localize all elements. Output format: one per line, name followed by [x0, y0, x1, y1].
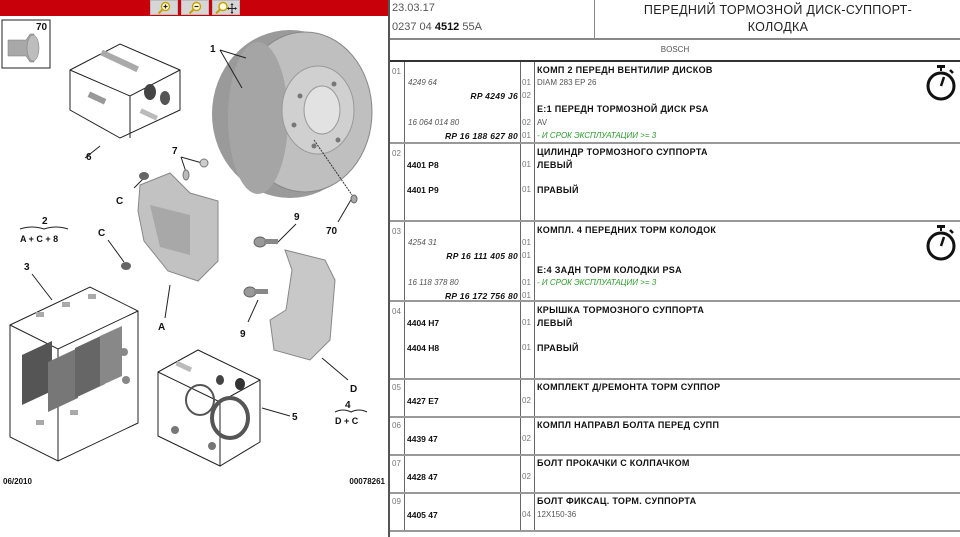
- description: ЛЕВЫЙ: [537, 160, 573, 170]
- diagram-number: 00078261: [349, 477, 385, 486]
- parts-list-panel: [390, 0, 960, 537]
- quantity: 01: [522, 78, 531, 87]
- header-date: 23.03.17: [392, 2, 435, 14]
- quantity-cell: [521, 494, 535, 530]
- row-number-cell: [390, 144, 405, 220]
- description: КОМП 2 ПЕРЕДН ВЕНТИЛИР ДИСКОВ: [537, 65, 713, 75]
- description-note: DIAM 283 EP 26: [537, 78, 597, 87]
- row-number-cell: [390, 494, 405, 530]
- row-number-cell: [390, 456, 405, 492]
- quantity: 01: [522, 343, 531, 352]
- brake-pads-box[interactable]: [10, 287, 138, 461]
- table-row[interactable]: [390, 494, 960, 532]
- quantity: 01: [522, 318, 531, 327]
- row-number-cell: [390, 222, 405, 300]
- quantity: 04: [522, 510, 531, 519]
- brake-caliper[interactable]: [138, 173, 218, 281]
- quantity: 02: [522, 118, 531, 127]
- description: ПРАВЫЙ: [537, 185, 579, 195]
- caliper-carrier[interactable]: [270, 250, 335, 360]
- code-prefix: 0237 04: [392, 21, 435, 33]
- quantity-cell: [521, 222, 535, 300]
- diagram-toolbar: [0, 0, 388, 16]
- title-line-2: КОЛОДКА: [747, 20, 809, 34]
- table-row[interactable]: [390, 62, 960, 144]
- row-number: 05: [392, 383, 401, 392]
- part-reference[interactable]: 4404 H8: [407, 343, 440, 353]
- part-reference[interactable]: RP 4249 J6: [470, 91, 518, 101]
- part-reference[interactable]: 16 118 378 80: [408, 278, 459, 287]
- description-cell: [535, 418, 960, 454]
- seal-kit-box[interactable]: [158, 350, 260, 466]
- part-reference[interactable]: RP 16 111 405 80: [446, 251, 518, 261]
- reference-cell: [405, 494, 521, 530]
- code-suffix: 55A: [459, 21, 482, 33]
- quantity: 02: [522, 434, 531, 443]
- exploded-parts-diagram: [0, 16, 388, 537]
- svg-text:C: C: [116, 196, 124, 207]
- inset-screw-70[interactable]: [2, 20, 50, 68]
- code-bold: 4512: [434, 21, 460, 33]
- part-reference[interactable]: 4249 64: [408, 78, 437, 87]
- description: ПРАВЫЙ: [537, 343, 579, 353]
- reference-cell: [405, 418, 521, 454]
- svg-text:5: 5: [292, 412, 298, 423]
- diagram-date: 06/2010: [3, 477, 32, 486]
- svg-text:A: A: [158, 322, 166, 333]
- part-reference[interactable]: 4401 P8: [407, 160, 439, 170]
- magnifier-minus-icon: [187, 1, 203, 15]
- table-row[interactable]: [390, 380, 960, 418]
- quantity: 01: [522, 160, 531, 169]
- quantity: 02: [522, 472, 531, 481]
- description: ЦИЛИНДР ТОРМОЗНОГО СУППОРТА: [537, 147, 708, 157]
- row-number: 07: [392, 459, 401, 468]
- reference-cell: [405, 456, 521, 492]
- stopwatch-icon[interactable]: [924, 224, 958, 262]
- quantity-cell: [521, 418, 535, 454]
- row-number: 04: [392, 307, 401, 316]
- svg-text:9: 9: [240, 329, 246, 340]
- svg-text:D: D: [350, 384, 358, 395]
- description-cell: [535, 144, 960, 220]
- diagram-panel: [0, 0, 388, 537]
- svg-text:A + C + 8: A + C + 8: [20, 234, 59, 244]
- row-number-cell: [390, 380, 405, 416]
- table-row[interactable]: [390, 222, 960, 302]
- quantity: 01: [522, 291, 531, 300]
- svg-text:9: 9: [294, 212, 300, 223]
- description: КОМПЛ НАПРАВЛ БОЛТА ПЕРЕД СУПП: [537, 420, 720, 430]
- row-number: 01: [392, 67, 401, 76]
- part-reference[interactable]: 4404 H7: [407, 318, 440, 328]
- part-reference[interactable]: RP 16 172 756 80: [444, 291, 518, 301]
- description: КОМПЛЕКТ Д/РЕМОНТА ТОРМ СУППОР: [537, 382, 721, 392]
- table-row[interactable]: [390, 144, 960, 222]
- quantity: 01: [522, 238, 531, 247]
- svg-text:D + C: D + C: [335, 416, 359, 426]
- zoom-out-button[interactable]: [181, 0, 209, 15]
- part-reference[interactable]: 4254 31: [408, 238, 437, 247]
- quantity: 02: [522, 91, 531, 100]
- description-cell: [535, 302, 960, 378]
- svg-text:1: 1: [210, 44, 216, 55]
- svg-text:70: 70: [326, 226, 338, 237]
- guide-pin-kit-box[interactable]: [70, 44, 180, 138]
- row-number: 09: [392, 497, 401, 506]
- description: ЛЕВЫЙ: [537, 318, 573, 328]
- part-reference[interactable]: 4427 E7: [407, 396, 439, 406]
- description-cell: [535, 456, 960, 492]
- table-row[interactable]: [390, 418, 960, 456]
- reference-cell: [405, 62, 521, 142]
- description: E:4 ЗАДН ТОРМ КОЛОДКИ PSA: [537, 265, 682, 275]
- quantity-cell: [521, 456, 535, 492]
- svg-text:4: 4: [345, 400, 351, 411]
- part-reference[interactable]: 4439 47: [407, 434, 438, 444]
- svg-text:6: 6: [86, 152, 92, 163]
- part-reference[interactable]: 4405 47: [407, 510, 438, 520]
- quantity: 01: [522, 251, 531, 260]
- brand-label: BOSCH: [390, 40, 960, 62]
- header-code: [392, 21, 482, 33]
- reference-cell: [405, 302, 521, 378]
- reference-cell: [405, 380, 521, 416]
- reference-cell: [405, 144, 521, 220]
- description-cell: [535, 222, 960, 300]
- part-reference[interactable]: 4401 P9: [407, 185, 439, 195]
- quantity: 01: [522, 131, 531, 140]
- description: E:1 ПЕРЕДН ТОРМОЗНОЙ ДИСК PSA: [537, 104, 709, 114]
- header-info: [390, 0, 595, 40]
- quantity-cell: [521, 62, 535, 142]
- description: БОЛТ ФИКСАЦ. ТОРМ. СУППОРТА: [537, 496, 697, 506]
- description: БОЛТ ПРОКАЧКИ С КОЛПАЧКОМ: [537, 458, 690, 468]
- description-note: 12X150-36: [537, 510, 577, 519]
- description-cell: [535, 62, 960, 142]
- row-number: 03: [392, 227, 401, 236]
- svg-text:70: 70: [36, 22, 48, 33]
- svg-text:7: 7: [172, 146, 178, 157]
- page-title: [596, 0, 960, 40]
- table-row[interactable]: [390, 302, 960, 380]
- zoom-pan-button[interactable]: [212, 0, 240, 15]
- quantity-cell: [521, 144, 535, 220]
- row-number-cell: [390, 418, 405, 454]
- service-life-note: - И СРОК ЭКСПЛУАТАЦИИ >= 3: [537, 131, 657, 140]
- service-life-note: - И СРОК ЭКСПЛУАТАЦИИ >= 3: [537, 278, 657, 287]
- zoom-in-button[interactable]: [150, 0, 178, 15]
- parts-list-header: [390, 0, 960, 40]
- magnifier-plus-icon: [156, 1, 172, 15]
- svg-text:2: 2: [42, 216, 48, 227]
- description-cell: [535, 494, 960, 530]
- stopwatch-icon[interactable]: [924, 64, 958, 102]
- description: КРЫШКА ТОРМОЗНОГО СУППОРТА: [537, 305, 705, 315]
- quantity-cell: [521, 302, 535, 378]
- quantity: 02: [522, 396, 531, 405]
- part-reference[interactable]: 4428 47: [407, 472, 438, 482]
- row-number: 02: [392, 149, 401, 158]
- magnifier-move-icon: [214, 1, 238, 15]
- row-number: 06: [392, 421, 401, 430]
- row-number-cell: [390, 62, 405, 142]
- description: КОМПЛ. 4 ПЕРЕДНИХ ТОРМ КОЛОДОК: [537, 225, 717, 235]
- quantity: 01: [522, 185, 531, 194]
- svg-text:3: 3: [24, 262, 30, 273]
- reference-cell: [405, 222, 521, 300]
- table-row[interactable]: [390, 456, 960, 494]
- part-reference[interactable]: RP 16 188 627 80: [444, 131, 518, 141]
- part-reference[interactable]: 16 064 014 80: [408, 118, 460, 127]
- title-line-1: ПЕРЕДНИЙ ТОРМОЗНОЙ ДИСК-СУППОРТ-: [643, 3, 913, 17]
- description-note: AV: [537, 118, 548, 127]
- quantity: 01: [522, 278, 531, 287]
- row-number-cell: [390, 302, 405, 378]
- quantity-cell: [521, 380, 535, 416]
- description-cell: [535, 380, 960, 416]
- svg-text:C: C: [98, 228, 106, 239]
